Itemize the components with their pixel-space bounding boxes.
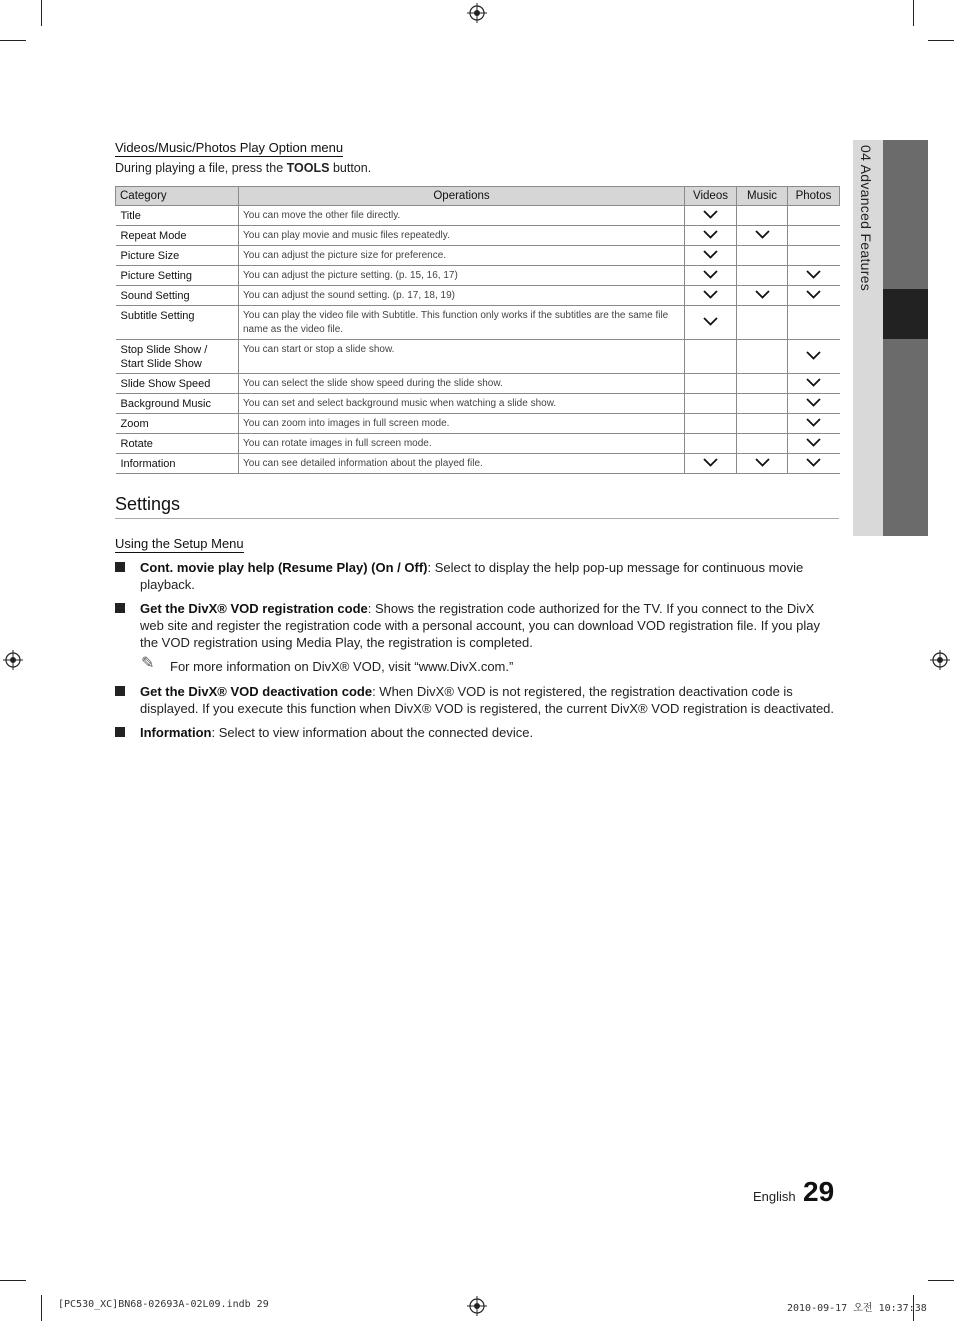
- check-cell: [788, 374, 840, 394]
- check-cell: [685, 434, 737, 454]
- check-mark-icon: [755, 290, 770, 299]
- check-cell: [685, 246, 737, 266]
- category-cell: Sound Setting: [116, 286, 239, 306]
- check-cell: [788, 206, 840, 226]
- crop-mark: [928, 40, 954, 41]
- settings-list: [115, 559, 839, 748]
- check-cell: [737, 286, 788, 306]
- check-cell: [685, 206, 737, 226]
- check-mark-icon: [755, 458, 770, 467]
- page-number: 29: [803, 1176, 835, 1207]
- operation-cell: You can play the video file with Subtitle. This function only works if the subtitles are the same file name as the video file.: [239, 306, 685, 340]
- check-cell: [788, 286, 840, 306]
- check-cell: [788, 226, 840, 246]
- operation-cell: You can play movie and music files repeatedly.: [239, 226, 685, 246]
- check-cell: [788, 306, 840, 340]
- category-cell: Subtitle Setting: [116, 306, 239, 340]
- check-cell: [685, 394, 737, 414]
- category-cell: Title: [116, 206, 239, 226]
- crop-mark: [41, 0, 42, 26]
- operation-cell: You can see detailed information about the played file.: [239, 454, 685, 474]
- chapter-tab-marker: [883, 289, 928, 339]
- check-cell: [685, 374, 737, 394]
- play-option-table: [115, 186, 840, 474]
- operation-cell: You can move the other file directly.: [239, 206, 685, 226]
- table-header-row: [116, 187, 840, 206]
- list-item: Get the DivX® VOD registration code: Shows the registration code authorized for the TV. If you connect to the DivX web site and register the registration code with a personal account, you can download VOD registration file. If you play the VOD registration using Media Play, the registration is completed.: [115, 600, 839, 651]
- operation-cell: You can zoom into images in full screen mode.: [239, 414, 685, 434]
- check-cell: [788, 246, 840, 266]
- table-row: [116, 454, 840, 474]
- header-category: Category: [116, 187, 239, 206]
- list-item: Information: Select to view information about the connected device.: [115, 724, 839, 741]
- table-row: [116, 246, 840, 266]
- table-row: [116, 394, 840, 414]
- category-cell: Rotate: [116, 434, 239, 454]
- check-mark-icon: [703, 250, 718, 259]
- check-cell: [737, 434, 788, 454]
- settings-title: Settings: [115, 494, 181, 514]
- operation-cell: You can select the slide show speed during the slide show.: [239, 374, 685, 394]
- tools-button-label: TOOLS: [286, 161, 330, 175]
- list-item: Cont. movie play help (Resume Play) (On / Off): Select to display the help pop-up message for continuous movie playback.: [115, 559, 839, 593]
- check-cell: [685, 306, 737, 340]
- check-mark-icon: [755, 230, 770, 239]
- check-cell: [737, 374, 788, 394]
- check-cell: [737, 414, 788, 434]
- category-cell: Picture Size: [116, 246, 239, 266]
- crop-mark: [928, 1280, 954, 1281]
- bullet-square-icon: [115, 562, 125, 572]
- list-item: Get the DivX® VOD deactivation code: When DivX® VOD is not registered, the registration deactivation code is displayed. If you execute this function when DivX® VOD is registered, the current DivX® VOD registration is deactivated.: [115, 683, 839, 717]
- registration-mark-icon: [467, 3, 487, 23]
- check-mark-icon: [703, 210, 718, 219]
- crop-mark: [41, 1295, 42, 1321]
- table-row: [116, 206, 840, 226]
- check-cell: [737, 226, 788, 246]
- category-cell: Information: [116, 454, 239, 474]
- pencil-note-icon: ✎: [141, 655, 155, 672]
- check-cell: [685, 286, 737, 306]
- check-mark-icon: [806, 418, 821, 427]
- registration-mark-icon: [3, 650, 23, 670]
- header-operations: Operations: [239, 187, 685, 206]
- table-row: [116, 434, 840, 454]
- setup-menu-heading: Using the Setup Menu: [115, 536, 244, 551]
- check-cell: [737, 394, 788, 414]
- bullet-square-icon: [115, 727, 125, 737]
- check-cell: [737, 306, 788, 340]
- check-cell: [685, 340, 737, 374]
- check-mark-icon: [703, 290, 718, 299]
- bullet-square-icon: [115, 603, 125, 613]
- play-option-intro: During playing a file, press the TOOLS button.: [115, 161, 372, 175]
- check-mark-icon: [806, 398, 821, 407]
- check-cell: [788, 394, 840, 414]
- check-mark-icon: [806, 290, 821, 299]
- check-mark-icon: [806, 378, 821, 387]
- check-cell: [685, 454, 737, 474]
- table-row: [116, 226, 840, 246]
- check-cell: [737, 206, 788, 226]
- check-mark-icon: [806, 438, 821, 447]
- crop-mark: [0, 40, 26, 41]
- check-cell: [737, 246, 788, 266]
- check-mark-icon: [703, 317, 718, 326]
- category-cell: Background Music: [116, 394, 239, 414]
- table-row: [116, 286, 840, 306]
- operation-cell: You can adjust the picture setting. (p. 15, 16, 17): [239, 266, 685, 286]
- table-row: [116, 414, 840, 434]
- chapter-tab-label: 04 Advanced Features: [858, 145, 874, 292]
- print-file-info: [PC530_XC]BN68-02693A-02L09.indb 29: [58, 1299, 269, 1310]
- category-cell: Zoom: [116, 414, 239, 434]
- check-cell: [788, 414, 840, 434]
- category-cell: Picture Setting: [116, 266, 239, 286]
- check-mark-icon: [703, 270, 718, 279]
- check-cell: [788, 454, 840, 474]
- header-music: Music: [737, 187, 788, 206]
- table-row: [116, 266, 840, 286]
- operation-cell: You can adjust the sound setting. (p. 17, 18, 19): [239, 286, 685, 306]
- operation-cell: You can set and select background music when watching a slide show.: [239, 394, 685, 414]
- check-cell: [788, 340, 840, 374]
- check-mark-icon: [703, 458, 718, 467]
- check-cell: [737, 454, 788, 474]
- check-cell: [685, 266, 737, 286]
- header-photos: Photos: [788, 187, 840, 206]
- footer-language: English: [753, 1189, 796, 1204]
- registration-mark-icon: [467, 1296, 487, 1316]
- crop-mark: [913, 0, 914, 26]
- table-row: [116, 374, 840, 394]
- category-cell: Repeat Mode: [116, 226, 239, 246]
- check-cell: [788, 434, 840, 454]
- check-cell: [737, 266, 788, 286]
- check-mark-icon: [703, 230, 718, 239]
- header-videos: Videos: [685, 187, 737, 206]
- check-mark-icon: [806, 351, 821, 360]
- category-cell: Stop Slide Show / Start Slide Show: [116, 340, 239, 374]
- table-row: [116, 340, 840, 374]
- check-cell: [685, 226, 737, 246]
- check-cell: [685, 414, 737, 434]
- check-cell: [788, 266, 840, 286]
- operation-cell: You can rotate images in full screen mode.: [239, 434, 685, 454]
- settings-divider: [115, 518, 839, 519]
- print-date-info: 2010-09-17 오전 10:37:38: [787, 1303, 927, 1314]
- play-option-heading: Videos/Music/Photos Play Option menu: [115, 140, 344, 155]
- check-mark-icon: [806, 270, 821, 279]
- operation-cell: You can adjust the picture size for preference.: [239, 246, 685, 266]
- operation-cell: You can start or stop a slide show.: [239, 340, 685, 374]
- table-row: [116, 306, 840, 340]
- registration-mark-icon: [930, 650, 950, 670]
- crop-mark: [0, 1280, 26, 1281]
- check-mark-icon: [806, 458, 821, 467]
- check-cell: [737, 340, 788, 374]
- note: ✎ For more information on DivX® VOD, visit “www.DivX.com.”: [141, 655, 514, 674]
- category-cell: Slide Show Speed: [116, 374, 239, 394]
- bullet-square-icon: [115, 686, 125, 696]
